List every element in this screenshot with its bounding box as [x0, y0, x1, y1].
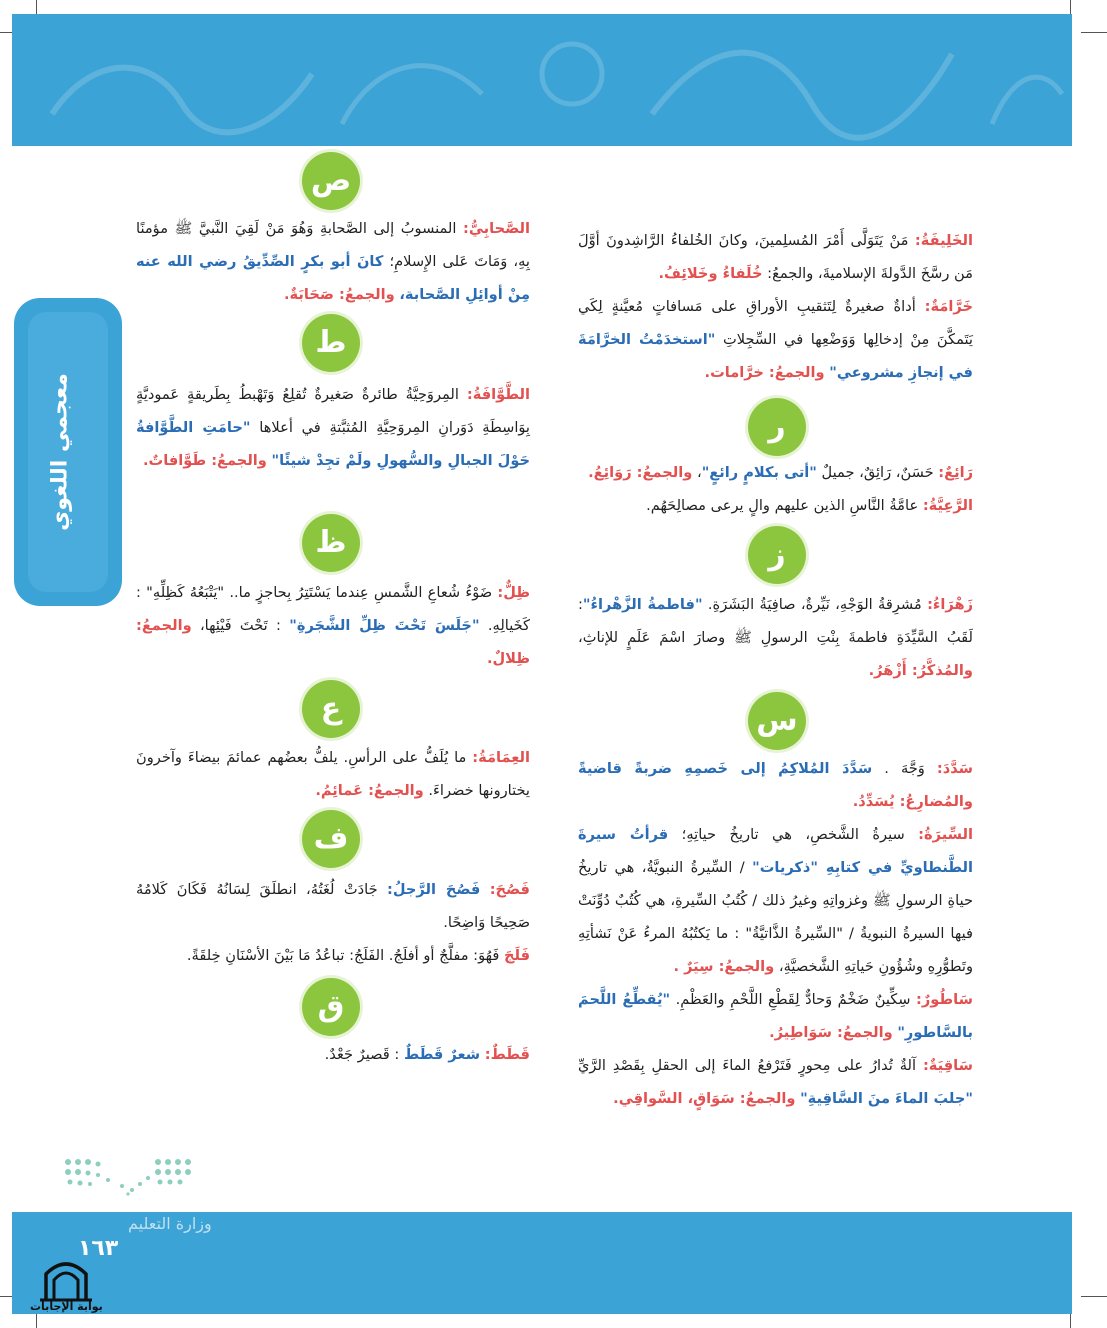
letter-circle-sin: س — [748, 692, 806, 750]
crop-mark — [1081, 1296, 1107, 1297]
ministry-logo-icon — [62, 1156, 197, 1198]
letter-circle-zay: ز — [748, 526, 806, 584]
letter-circle-qaf: ق — [302, 978, 360, 1036]
letter-circle-ta: ط — [302, 314, 360, 372]
entry-saqiya: سَاقِيَةٌ: آلةٌ تُدارُ على مِحورٍ فَتَرْفعُ الماءَ إلى الحقلِ بِقَصْدِ الرَّيِّ "جلبَ الماءَ منَ السَّاقِيةِ" والجمعُ: سَوَاقٍ، السَّواقِي. — [578, 1057, 973, 1107]
letter-circle-dha: ظ — [302, 514, 360, 572]
entry-zill: ظِلٌّ: ضَوْءُ شُعاعِ الشَّمسِ عِندما يَسْتَتِرُ بِحاجزٍ ما.. "يَتْبَعُهُ كَظِلِّهِ" : كَخَيالِهِ. "جَلَسَ تَحْتَ ظِلِّ الشَّجَرةِ" : تَحْتَ فَيْئِها، والجمعُ: ظِلالٌ. — [136, 584, 530, 667]
letter-circle-fa: ف — [302, 810, 360, 868]
entry-kharrama: خَرَّامَةٌ: أداةٌ صغيرةٌ لِتَثقيبِ الأوراقِ على مَسافاتٍ مُعيَّنةٍ لِكَي يَتَمكَّنَ مِنْ إدخالِها وَوَضْعِها في السِّجِلاتِ "استخدَمْتُ الخرَّامَةَ في إنجازِ مشروعي" والجمعُ: خرَّامات. — [578, 298, 973, 381]
ministry-name: وزارة التعليم — [128, 1214, 212, 1233]
entry-satur: سَاطُورٌ: سِكِّينٌ ضَخْمٌ وَحادٌّ لِقَطْعِ اللَّحْمِ والعَظْمِ. "يُقطِّعُ اللَّحمَ بالسَّاطورِ" والجمعُ: سَوَاطِيرُ. — [578, 991, 973, 1041]
entry-raie: رَائِعٌ: حَسَنٌ، رَائِقٌ، جميلٌ "أتى بكلامٍ رائعٍ"، والجمعُ: رَوَائِعُ. — [588, 464, 973, 481]
calligraphy-pattern — [12, 14, 1072, 146]
entry-khalifa: الخَلِيفَةُ: مَنْ يَتَوَلَّى أَمْرَ المُسلِمينَ، وكانَ الخُلفاءُ الرَّاشِدونَ أوَّلَ مَن رسَّخَ الدَّولةَ الإسلاميةَ، والجمعُ: خُلَفاءُ وخَلائِفُ. — [578, 232, 973, 282]
entry-sahabi: الصَّحابِيُّ: المنسوبُ إلى الصَّحابةِ وَهُوَ مَنْ لَقِيَ النَّبيَّ ﷺ مؤمنًا بِهِ، وَمَاتَ عَلى الإِسلامِ؛ كانَ أبو بكرٍ الصِّدِّيقُ رضي الله عنه مِنْ أوائِلِ الصَّحابة، والجمعُ: صَحَابَةٌ. — [136, 220, 530, 303]
entry-zahraa: زَهْرَاءُ: مُشرِقةُ الوَجْهِ، نَيِّرةٌ، صافِيَةُ البَشَرَةِ. "فاطمةُ الزَّهْراءُ": لَقَبُ السَّيِّدَةِ فاطمةَ بِنْتِ الرسولِ ﷺ وصارَ اسْمَ عَلَمٍ للإناثِ، والمُذكَّرُ: أَزْهَرُ. — [578, 596, 973, 679]
letter-circle-ain: ع — [302, 680, 360, 738]
crop-mark — [1081, 32, 1107, 33]
side-tab-title: معجمي اللغوي — [47, 373, 73, 531]
entry-saddada: سَدَّدَ: وَجَّهَ . سَدَّدَ المُلاكِمُ إلى خَصمِهِ ضربةً قاضيةً والمُضارِعُ: يُسَدِّدُ. — [578, 760, 973, 810]
entry-tawwafa: الطَّوَّافَةُ: المِروَحِيَّةُ طائرةٌ صَغيرةٌ تُقلِعُ وَتَهْبطُ بِطَريقةٍ عَموديَّةٍ بِوَاسِطَةِ دَوَرانِ المِروَحِيَّةِ المُثبَّتةِ في أعلاها "حامَتِ الطَّوَّافةُ حَوْلَ الجبالِ والسُّهولِ ولَمْ تجِدْ شيئًا" والجمعُ: طَوَّافاتٌ. — [136, 386, 530, 469]
entry-raiyya: الرَّعِيَّةُ: عامَّةُ النَّاسِ الذين عليهم والٍ يرعى مصالِحَهُم. — [646, 497, 973, 514]
entry-qatat: قَطَطٌ: شعرٌ قَطَطٌ : قَصيرٌ جَعْدٌ. — [324, 1046, 530, 1063]
entry-fasuha: فَصُحَ: فَصُحَ الرَّجلُ: جَادَتْ لُغَتُهُ، انطلَقَ لِسَانُهُ فَكَانَ كَلامُهُ صَحِيحًا وَاضِحًا. — [136, 881, 530, 931]
entry-falaja: فَلَجَ فَهُوَ: مفلَّجٌ أو أفلَجُ. الفَلَجُ: تباعُدُ مَا بَيْنَ الأسْنَانِ خِلقَةً. — [186, 947, 530, 964]
entry-sira: السِّيرَةُ: سيرةُ الشَّخصِ، هي تاريخُ حياتِهِ؛ قرأتُ سيرةَ الطَّنطاويِّ في كتابِهِ "ذكريات" / السِّيرةُ النبويَّةُ، هي تاريخُ حياةِ الرسولِ ﷺ وغزواتِهِ وغيرُ ذلك / كُتُبُ السِّيرةِ، هي كُتُبٌ دُوِّنَتْ فيها السيرةُ النبويةُ / "السِّيرةُ الذَّاتيَّةُ" : ما يَكتُبُهُ المرءُ عَنْ نَشأتِهِ وتَطوُّرِهِ وشُؤُونِ حَياتِهِ الشَّخصيَّةِ، والجمعُ: سِيَرٌ . — [578, 826, 973, 975]
entry-imama: العِمَامَةُ: ما يُلَفُّ على الرأسِ. يلفُّ بعضُهم عمائمَ بيضاءَ وآخرونَ يختارونها خضراءَ. والجمعُ: عَمائِمُ. — [136, 749, 530, 799]
letter-circle-sad: ص — [302, 152, 360, 210]
watermark-label: بوابة الإجابات — [30, 1300, 103, 1313]
page-number: ١٦٣ — [78, 1236, 119, 1261]
header-band — [12, 14, 1072, 146]
letter-circle-ra: ر — [748, 398, 806, 456]
